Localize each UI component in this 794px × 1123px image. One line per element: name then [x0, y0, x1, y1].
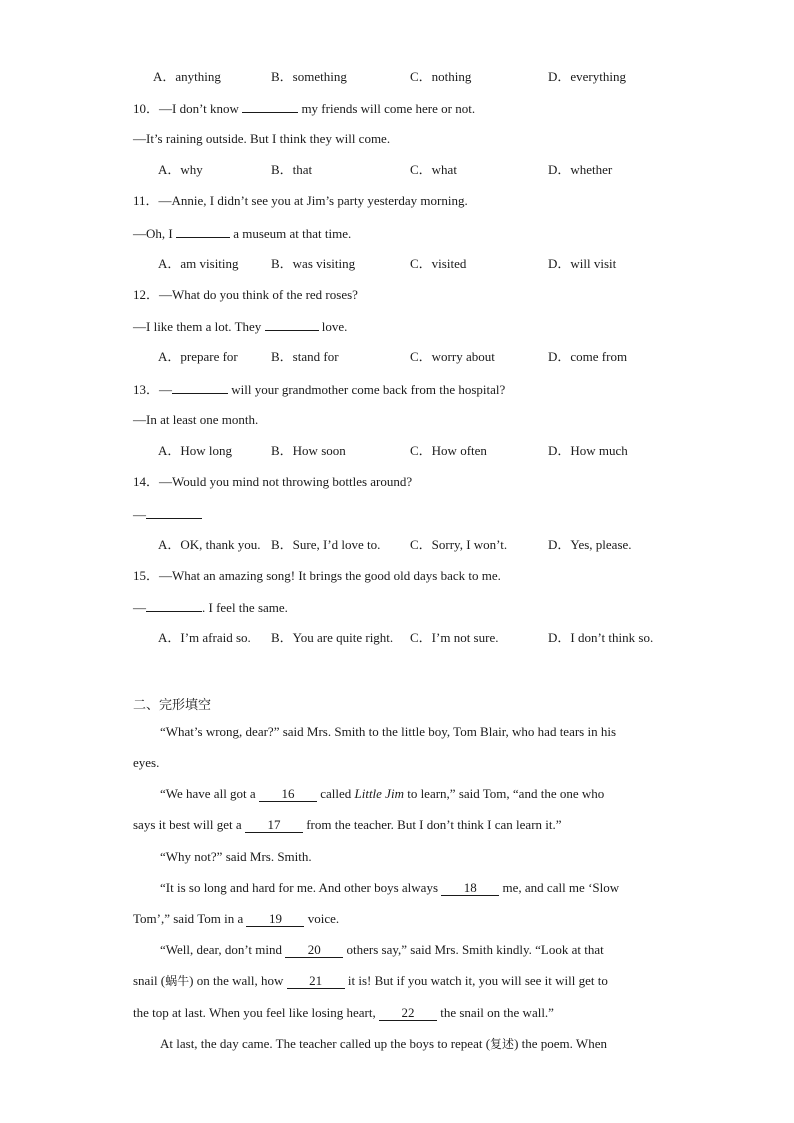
chinese-gloss: 复述 [490, 1037, 515, 1051]
q11-reply-text-end: a museum at that time. [233, 226, 352, 241]
q13-reply: —In at least one month. [133, 412, 259, 427]
poem-title: Little Jim [354, 786, 404, 801]
cloze-text: called [320, 786, 352, 801]
q13-prompt [133, 380, 505, 399]
q11-option-a[interactable]: A．am visiting [158, 256, 239, 271]
q12-reply-text-end: love. [321, 319, 348, 334]
q11-option-d[interactable]: D．will visit [548, 256, 617, 271]
cloze-text: to learn,” said Tom, “and the one who [407, 786, 605, 801]
q13-prompt-text-end: will your grandmother come back from the hospital? [231, 382, 506, 397]
cloze-blank-21[interactable]: 21 [287, 973, 345, 989]
q11-option-c[interactable]: C．visited [410, 256, 467, 271]
q14-blank[interactable] [146, 505, 202, 519]
cloze-text: from the teacher. But I don’t think I can learn it.” [306, 817, 562, 832]
q12-reply [133, 317, 347, 336]
q10-option-c[interactable]: C．what [410, 162, 457, 177]
cloze-blank-22[interactable]: 22 [379, 1005, 437, 1021]
cloze-p5-line1 [160, 941, 604, 959]
q12-option-b[interactable]: B．stand for [271, 349, 339, 364]
q12-blank[interactable] [265, 317, 319, 331]
q14-option-d[interactable]: D．Yes, please. [548, 537, 632, 552]
cloze-p2-line2 [133, 816, 562, 834]
cloze-p6 [160, 1035, 607, 1053]
cloze-p5-line2 [133, 972, 608, 990]
cloze-text: the snail on the wall.” [440, 1005, 554, 1020]
q11-reply-text: —Oh, I [133, 226, 173, 241]
q14-option-c[interactable]: C．Sorry, I won’t. [410, 537, 508, 552]
cloze-text: voice. [307, 911, 340, 926]
q15-reply [133, 598, 288, 617]
q12-option-d[interactable]: D．come from [548, 349, 628, 364]
q9-option-c[interactable]: C．nothing [410, 69, 472, 84]
q13-option-b[interactable]: B．How soon [271, 443, 346, 458]
cloze-text: snail ( [133, 973, 166, 988]
cloze-text: others say,” said Mrs. Smith kindly. “Look at that [346, 942, 604, 957]
cloze-text: the top at last. When you feel like losing heart, [133, 1005, 376, 1020]
cloze-p1-line1: “What’s wrong, dear?” said Mrs. Smith to the little boy, Tom Blair, who had tears in his [160, 724, 617, 739]
cloze-blank-20[interactable]: 20 [285, 942, 343, 958]
q15-prompt: 15．—What an amazing song! It brings the good old days back to me. [133, 568, 501, 583]
q10-prompt [133, 99, 475, 118]
cloze-blank-17[interactable]: 17 [245, 817, 303, 833]
q12-prompt: 12．—What do you think of the red roses? [133, 287, 358, 302]
cloze-text: me, and call me ‘Slow [502, 880, 620, 895]
q10-prompt-text-end: my friends will come here or not. [301, 101, 476, 116]
section-heading: 二、完形填空 [133, 698, 212, 713]
cloze-text: it is! But if you watch it, you will see it will get to [347, 973, 608, 988]
cloze-text: says it best will get a [133, 817, 242, 832]
q14-option-a[interactable]: A．OK, thank you. [158, 537, 261, 552]
q12-reply-text: —I like them a lot. They [133, 319, 262, 334]
cloze-text: ) on the wall, how [189, 973, 284, 988]
cloze-text: ) the poem. When [514, 1036, 607, 1051]
cloze-blank-19[interactable]: 19 [246, 911, 304, 927]
cloze-p5-line3 [133, 1004, 554, 1022]
q10-option-d[interactable]: D．whether [548, 162, 613, 177]
q9-option-a[interactable]: A．anything [153, 69, 221, 84]
q10-blank[interactable] [242, 99, 298, 113]
cloze-p2-line1 [160, 785, 604, 803]
cloze-p4-line1 [160, 879, 619, 897]
q15-option-a[interactable]: A．I’m afraid so. [158, 630, 251, 645]
q15-option-d[interactable]: D．I don’t think so. [548, 630, 654, 645]
cloze-p4-line2 [133, 910, 339, 928]
q14-prompt: 14．—Would you mind not throwing bottles around? [133, 474, 413, 489]
q14-reply [133, 505, 202, 524]
cloze-text: “It is so long and hard for me. And other boys always [160, 880, 439, 895]
q14-option-b[interactable]: B．Sure, I’d love to. [271, 537, 381, 552]
q10-option-a[interactable]: A．why [158, 162, 203, 177]
q13-blank[interactable] [172, 380, 228, 394]
q11-prompt: 11．—Annie, I didn’t see you at Jim’s party yesterday morning. [133, 193, 468, 208]
cloze-p3: “Why not?” said Mrs. Smith. [160, 849, 312, 864]
q11-reply [133, 224, 351, 243]
q10-option-b[interactable]: B．that [271, 162, 313, 177]
q13-prompt-text: 13．— [133, 382, 173, 397]
q13-option-d[interactable]: D．How much [548, 443, 628, 458]
q11-option-b[interactable]: B．was visiting [271, 256, 356, 271]
cloze-p1-line2: eyes. [133, 755, 160, 770]
cloze-text: “Well, dear, don’t mind [160, 942, 283, 957]
q13-option-c[interactable]: C．How often [410, 443, 487, 458]
q13-option-a[interactable]: A．How long [158, 443, 233, 458]
chinese-gloss: 蜗牛 [165, 974, 190, 988]
q9-option-d[interactable]: D．everything [548, 69, 626, 84]
q11-blank[interactable] [176, 224, 230, 238]
q10-prompt-text: 10．—I don’t know [133, 101, 239, 116]
q9-option-b[interactable]: B．something [271, 69, 347, 84]
q15-reply-text: . I feel the same. [202, 600, 288, 615]
cloze-text: At last, the day came. The teacher called up the boys to repeat ( [160, 1036, 491, 1051]
cloze-blank-18[interactable]: 18 [441, 880, 499, 896]
cloze-text: “We have all got a [160, 786, 256, 801]
cloze-text: Tom’,” said Tom in a [133, 911, 244, 926]
q14-reply-dash: — [133, 507, 146, 522]
q12-option-c[interactable]: C．worry about [410, 349, 495, 364]
q15-reply-dash: — [133, 600, 146, 615]
q15-blank[interactable] [146, 598, 202, 612]
q10-reply: —It’s raining outside. But I think they will come. [133, 131, 391, 146]
q15-option-c[interactable]: C．I’m not sure. [410, 630, 499, 645]
q15-option-b[interactable]: B．You are quite right. [271, 630, 394, 645]
cloze-blank-16[interactable]: 16 [259, 786, 317, 802]
q12-option-a[interactable]: A．prepare for [158, 349, 238, 364]
